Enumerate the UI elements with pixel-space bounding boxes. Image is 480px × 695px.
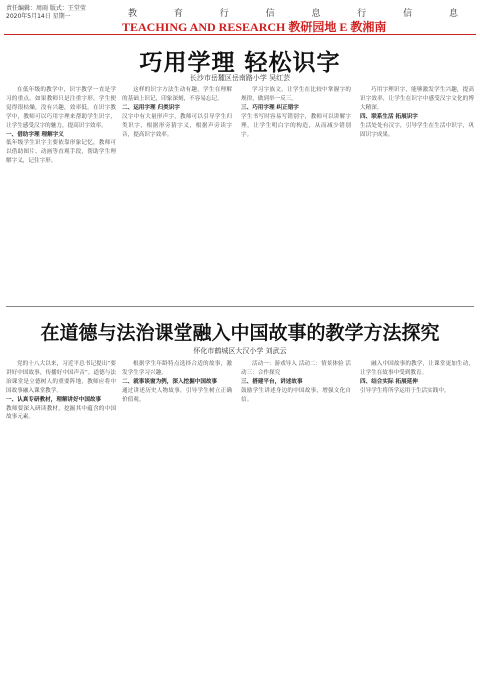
paragraph: 通过讲述历史人物故事，引导学生树立正确价值观。	[122, 387, 232, 403]
paragraph: 引导学生将所学运用于生活实践中。	[360, 387, 450, 394]
paragraph: 生活处处有汉字，引导学生在生活中识字，巩固识字成果。	[360, 122, 474, 138]
paragraph: 在低年级的教学中，识字教学一直是学习的重点。如果教师只是注重字形，学生便觉得很枯燥，没有兴趣，效率低。在识字教学中，教师可以巧用字理来帮助学生识字，让学生感受汉字的魅力，提高识字效率。	[6, 87, 116, 129]
paragraph: 这样的识字方法生动有趣，学生在理解的基础上识记，印象深刻，不容易忘记。	[122, 87, 232, 102]
article2-column-1	[6, 360, 116, 690]
subheading: 三、搭建平台，讲述故事	[241, 378, 303, 385]
header-edition-info	[6, 5, 86, 21]
subheading: 一、认真专研教材，理解讲好中国故事	[6, 396, 102, 403]
article1-column-2	[122, 86, 232, 300]
date-line: 2020年5月14日 星期一	[6, 13, 71, 20]
paragraph: 汉字中有大量形声字，教师可以引导学生归类识字，根据形旁猜字义，根据声旁读字音，提高识字效率。	[122, 113, 232, 138]
page-banner: TEACHING AND RESEARCH 教研园地 E 教湘南	[122, 20, 387, 34]
article2-column-2	[122, 360, 232, 690]
article2-column-4	[360, 360, 474, 690]
paragraph: 巧用字理识字，能够激发学生兴趣，提高识字效率，让学生在识字中感受汉字文化的博大精深。	[360, 87, 474, 111]
paragraph: 活动一：游戏导入 活动二：情景体验 活动三：合作探究	[241, 361, 351, 376]
article1-author: 长沙市岳麓区岳南路小学 吴红芸	[189, 74, 291, 82]
article2-title: 在道德与法治课堂融入中国故事的教学方法探究	[40, 322, 440, 344]
subheading: 一、借助字理 理解字义	[6, 131, 64, 138]
article-divider	[6, 306, 474, 307]
paragraph: 根据学生年龄特点选择合适的故事，激发学生学习兴趣。	[122, 361, 232, 376]
subheading: 三、巧用字理 纠正错字	[241, 104, 299, 111]
article1-title: 巧用学理 轻松识字	[139, 49, 341, 76]
subheading: 四、结合实际 拓展延伸	[360, 378, 418, 385]
section-header: 教 育 行 信 息 行 信 息	[128, 9, 476, 19]
article2-author: 怀化市鹤城区大汉小学 刘武云	[193, 347, 287, 355]
editor-line: 责任编辑：周雨 版式：王堂莹	[6, 5, 86, 12]
paragraph: 学生书写时容易写错别字，教师可以讲解字理，让学生明白字的构造，从而减少错别字。	[241, 113, 351, 138]
paragraph: 融入中国故事的教学，让课堂更加生动，让学生在故事中受到教育。	[360, 361, 474, 376]
paragraph: 学习字族文，让学生在比较中掌握字的规律，做到举一反三。	[241, 87, 351, 102]
article1-column-3	[241, 86, 351, 300]
paragraph: 教师要深入研读教材，挖掘其中蕴含的中国故事元素。	[6, 405, 116, 421]
subheading: 四、联系生活 拓展识字	[360, 113, 418, 120]
subheading: 二、就事谈窗为例，深入挖掘中国故事	[122, 378, 218, 385]
article1-column-1	[6, 86, 116, 300]
article2-column-3	[241, 360, 351, 690]
article1-column-4	[360, 86, 474, 300]
header-rule	[4, 34, 476, 35]
paragraph: 鼓励学生讲述身边的中国故事，增强文化自信。	[241, 387, 351, 403]
subheading: 二、运用字理 归类识字	[122, 104, 180, 111]
paragraph: 党的十八大以来，习近平总书记提出“要讲好中国故事，传播好中国声音”。道德与法治课堂是立德树人的重要阵地，教师应将中国故事融入课堂教学。	[6, 361, 116, 394]
paragraph: 低年级学生识字主要依靠形象记忆，教师可以借助图片、动画等直观手段，帮助学生理解字义，记住字形。	[6, 140, 116, 165]
